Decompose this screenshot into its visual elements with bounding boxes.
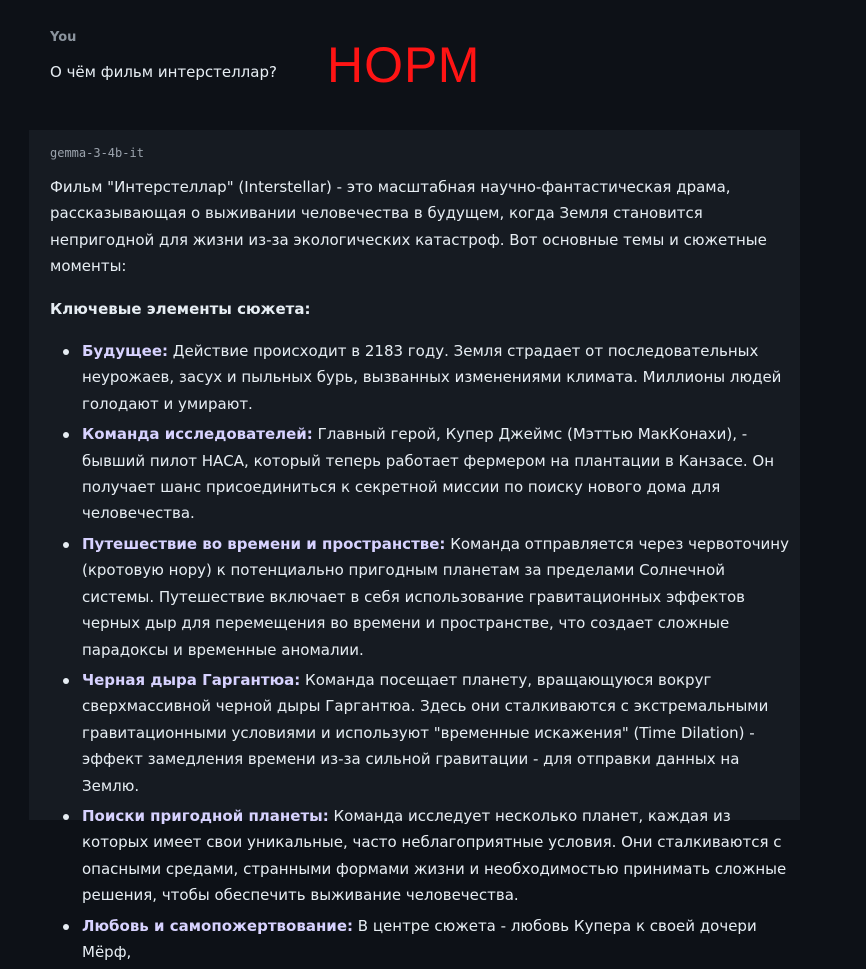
list-item-title: Поиски пригодной планеты: (82, 806, 329, 825)
list-item-title: Любовь и самопожертвование: (82, 916, 353, 935)
intro-paragraph: Фильм "Интерстеллар" (Interstellar) - это масштабная научно-фантастическая драма, рассказывающая о выживании человечества в будущем, когда Земля становится непригодной для жизни из-за экологических катастроф. Вот основные темы и сюжетные моменты: (50, 178, 767, 276)
list-item-text: Команда исследует несколько планет, каждая из которых имеет свои уникальные, часто неблагоприятные условия. Они сталкиваются с опасными средами, странными формами жизни и необходимостью принимать сложные решения, чтобы обеспечить выживание человечества. (82, 806, 787, 905)
list-item-title: Черная дыра Гаргантюа: (82, 670, 301, 689)
assistant-message-content (50, 174, 790, 969)
bullet-icon (63, 814, 69, 820)
user-message: О чём фильм интерстеллар? (50, 63, 277, 81)
bullet-icon (63, 924, 69, 930)
list-item-title: Путешествие во времени и пространстве: (82, 534, 446, 553)
list-item (82, 803, 790, 909)
list-item (82, 338, 790, 417)
list-item (82, 667, 790, 799)
user-label: You (50, 30, 77, 45)
list-item (82, 531, 790, 663)
list-item-text: Действие происходит в 2183 году. Земля страдает от последовательных неурожаев, засух и пыльных бурь, вызванных изменениями климата. Миллионы людей голодают и умирают. (82, 342, 782, 413)
list-item (82, 421, 790, 527)
list-item-text: Команда посещает планету, вращающуюся вокруг сверхмассивной черной дыры Гаргантюа. Здесь они сталкиваются с экстремальными гравитационными условиями и используют "временные искажения" (Time Dilation) - эффект замедления времени из-за сильной гравитации - для отправки данных на Землю. (82, 670, 769, 795)
bullet-icon (63, 432, 69, 438)
section-title: Ключевые элементы сюжета: (50, 299, 311, 318)
bullet-icon (63, 542, 69, 548)
norm-stamp: НОРМ (327, 37, 481, 93)
bullet-icon (63, 349, 69, 355)
bullet-icon (63, 678, 69, 684)
list-item-title: Команда исследователей: (82, 425, 313, 444)
model-name: gemma-3-4b-it (50, 146, 144, 160)
user-message-header (50, 30, 76, 45)
list-item-text: Главный герой, Купер Джеймс (Мэттью МакКонахи), - бывший пилот НАСА, который теперь работает фермером на плантации в Канзасе. Он получает шанс присоединиться к секретной миссии по поиску нового дома для человечества. (82, 425, 775, 523)
list-item (82, 913, 790, 966)
list-item-title: Будущее: (82, 342, 169, 361)
list-item-text: Команда отправляется через червоточину (кротовую нору) к потенциально пригодным планетам за пределами Солнечной системы. Путешествие включает в себя использование гравитационных эффектов черных дыр для перемещения во времени и пространстве, что создает сложные парадоксы и временные аномалии. (82, 534, 789, 659)
list-item-text: В центре сюжета - любовь Купера к своей дочери Мёрф, (82, 916, 757, 961)
plot-elements-list (50, 338, 790, 965)
assistant-message-card (29, 130, 800, 961)
